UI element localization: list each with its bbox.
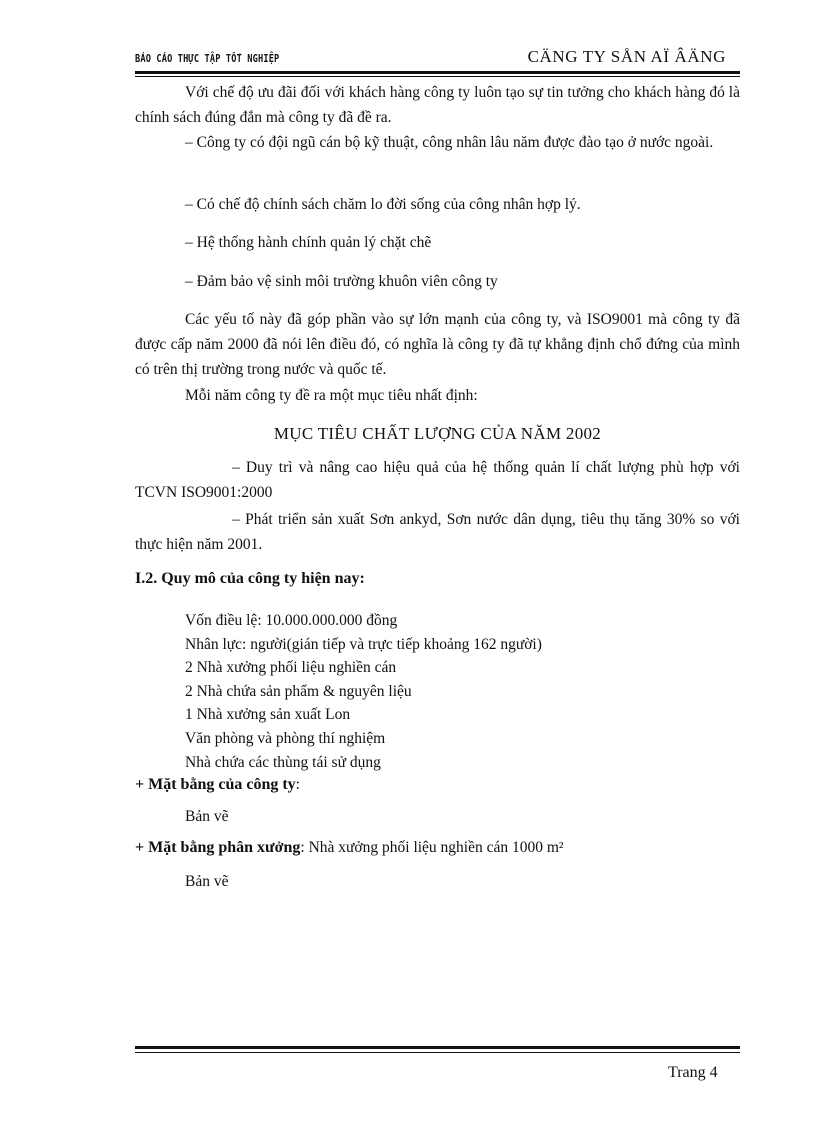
company-layout-label: + Mặt bằng của công ty (135, 776, 296, 793)
paragraph-administration: – Hệ thống hành chính quản lý chặt chẽ (185, 234, 432, 251)
company-scale-list (185, 609, 542, 774)
paragraph-customer-policy: Với chế độ ưu đãi đối với khách hàng công ty luôn tạo sự tin tưởng cho khách hàng đó là chính sách đúng đắn mà công ty đã đề ra. (135, 84, 740, 126)
company-layout-drawing-note: Bản vẽ (185, 808, 229, 825)
list-item: Nhân lực: người(gián tiếp và trực tiếp khoảng 162 người) (185, 635, 542, 653)
header-rule-thin (135, 76, 740, 77)
company-layout-suffix: : (295, 776, 300, 793)
goal-item-production: – Phát triển sản xuất Sơn ankyd, Sơn nước dân dụng, tiêu thụ tăng 30% so với thực hiện năm 2001. (135, 511, 740, 553)
list-item: Nhà chứa các thùng tái sử dụng (185, 753, 381, 771)
workshop-layout-suffix: : Nhà xưởng phối liệu nghiền cán 1000 m² (300, 839, 564, 856)
list-item: 2 Nhà chứa sản phẩm & nguyên liệu (185, 682, 412, 700)
list-item: Vốn điều lệ: 10.000.000.000 đồng (185, 612, 398, 629)
footer-rule-thin (135, 1052, 740, 1053)
paragraph-yearly-goal: Mỗi năm công ty đề ra một mục tiêu nhất định: (185, 387, 478, 404)
list-item: 2 Nhà xưởng phối liệu nghiền cán (185, 659, 397, 677)
quality-goals-title: MỤC TIÊU CHẤT LƯỢNG CỦA NĂM 2002 (273, 424, 602, 443)
list-item: 1 Nhà xưởng sản xuất Lon (185, 706, 351, 724)
workshop-layout-drawing-note: Bản vẽ (185, 873, 229, 890)
section-heading: I.2. Quy mô của công ty hiện nay: (135, 570, 365, 587)
paragraph-worker-welfare: – Có chế độ chính sách chăm lo đời sống của công nhân hợp lý. (185, 196, 581, 213)
report-title: BÁO CÁO THỰC TẬP TỐT NGHIỆP (135, 53, 280, 65)
company-name: CÄNG TY SÅN AÏ ÂÄNG (527, 47, 726, 66)
list-item: Văn phòng và phòng thí nghiệm (185, 729, 386, 747)
footer-rule (135, 1046, 740, 1049)
workshop-layout-heading (135, 839, 564, 857)
paragraph-environment: – Đảm bảo vệ sinh môi trường khuôn viên công ty (185, 273, 498, 290)
page-number: Trang 4 (668, 1064, 718, 1081)
workshop-layout-label: + Mặt bằng phân xưởng (135, 839, 301, 856)
company-layout-heading (135, 776, 300, 794)
goal-item-quality-system: – Duy trì và nâng cao hiệu quả của hệ thống quản lí chất lượng phù hợp với TCVN ISO9001:2000 (135, 459, 740, 501)
paragraph-technical-staff: – Công ty có đội ngũ cán bộ kỹ thuật, công nhân lâu năm được đào tạo ở nước ngoài. (185, 134, 714, 151)
page-header (135, 46, 740, 72)
header-rule (135, 71, 740, 74)
paragraph-iso-factors: Các yếu tố này đã góp phần vào sự lớn mạnh của công ty, và ISO9001 mà công ty đã được cấp năm 2000 đã nói lên điều đó, có nghĩa là công ty đã tự khẳng định chổ đứng của mình có trên thị trường trong nước và quốc tế. (135, 311, 740, 378)
